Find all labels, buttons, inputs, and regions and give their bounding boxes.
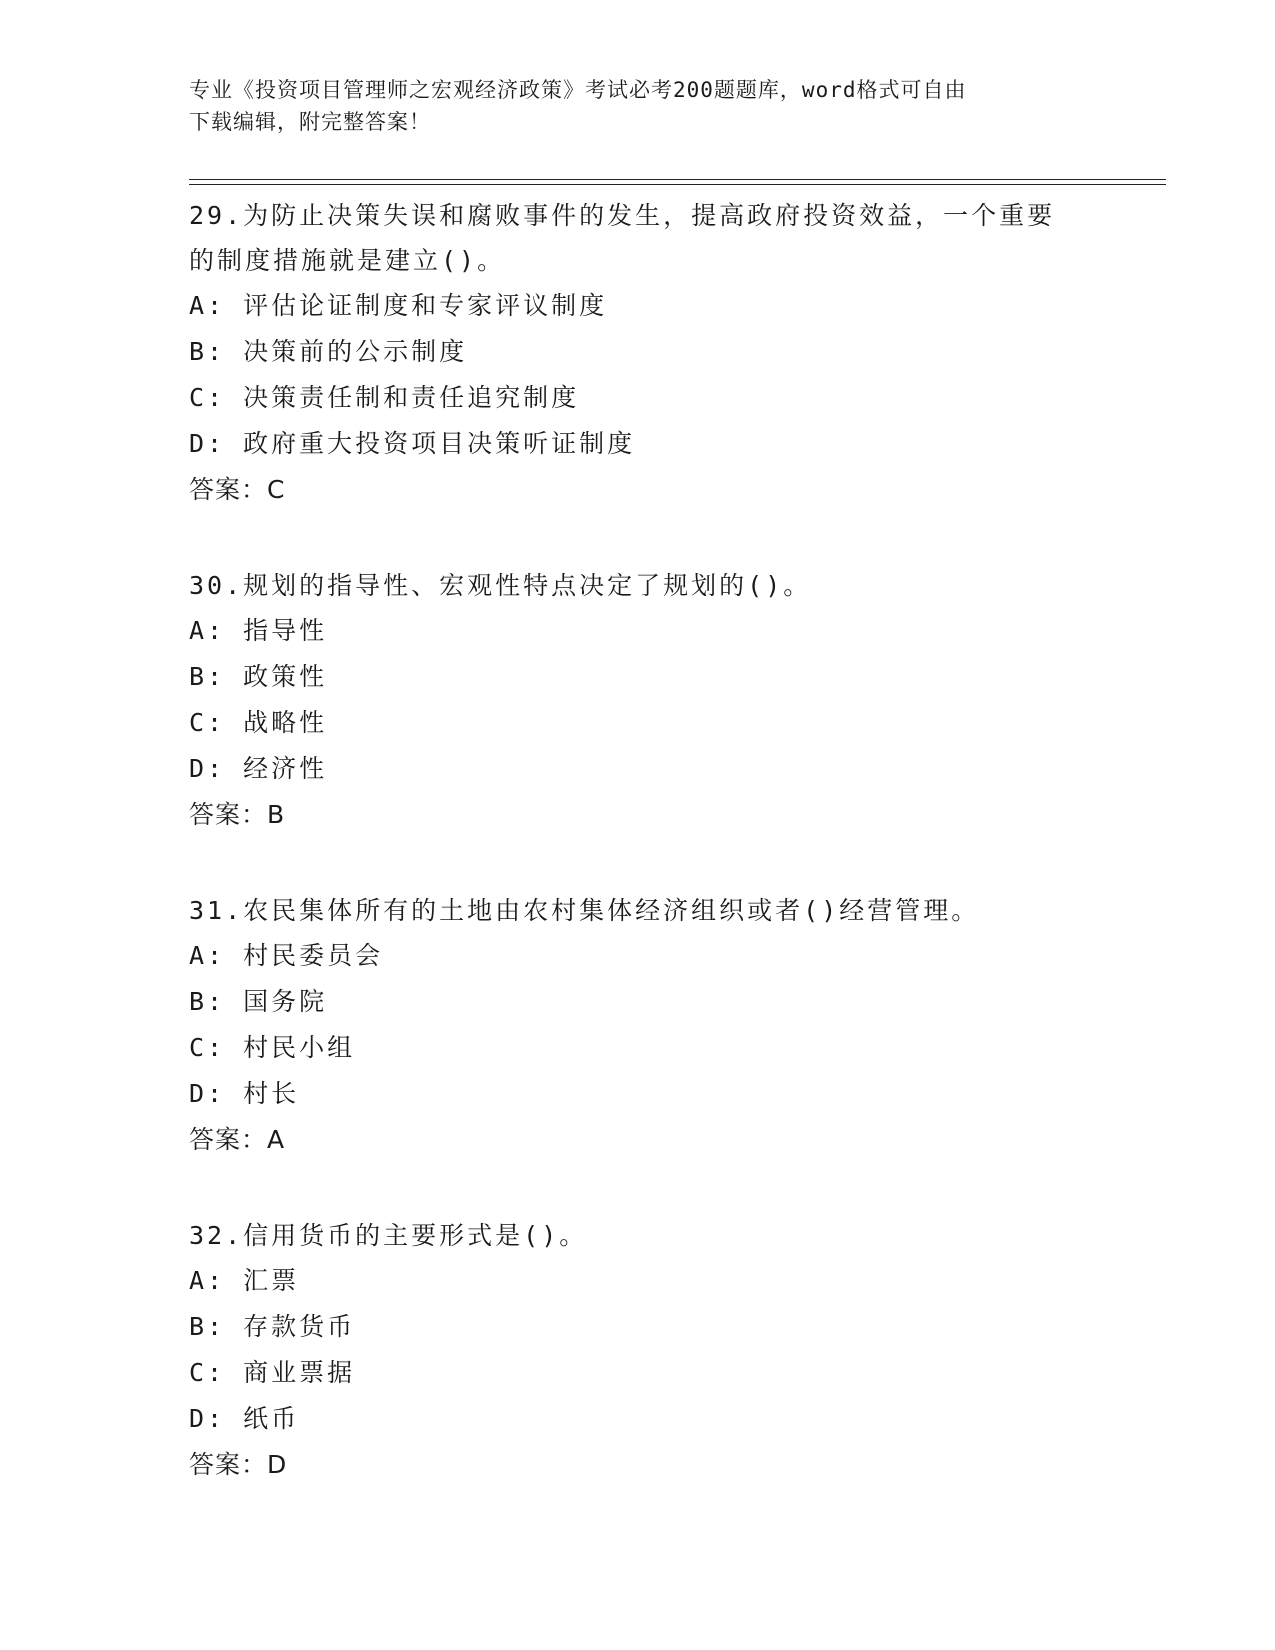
option-a: A: 指导性 <box>189 616 328 645</box>
option-b: B: 决策前的公示制度 <box>189 337 468 366</box>
option-d: D: 政府重大投资项目决策听证制度 <box>189 429 636 458</box>
question-text: 32.信用货币的主要形式是()。 <box>189 1221 588 1250</box>
option-c: C: 村民小组 <box>189 1033 356 1062</box>
question-31 <box>189 888 1089 1163</box>
header-line-2: 下载编辑，附完整答案！ <box>189 110 431 134</box>
question-text: 29.为防止决策失误和腐败事件的发生，提高政府投资效益，一个重要 <box>189 201 1056 230</box>
option-b: B: 存款货币 <box>189 1312 356 1341</box>
option-c: C: 决策责任制和责任追究制度 <box>189 383 580 412</box>
question-text-continued: 的制度措施就是建立()。 <box>189 246 506 275</box>
answer: 答案：C <box>189 475 286 504</box>
answer: 答案：A <box>189 1125 286 1154</box>
question-text: 31.农民集体所有的土地由农村集体经济组织或者()经营管理。 <box>189 896 980 925</box>
answer: 答案：D <box>189 1450 288 1479</box>
header-divider-bottom <box>189 184 1166 185</box>
option-a: A: 村民委员会 <box>189 941 384 970</box>
option-a: A: 汇票 <box>189 1266 300 1295</box>
answer: 答案：B <box>189 800 286 829</box>
header-divider-top <box>189 179 1166 180</box>
question-list <box>189 193 1089 1538</box>
question-30 <box>189 563 1089 838</box>
option-d: D: 村长 <box>189 1079 300 1108</box>
header-line-1: 专业《投资项目管理师之宏观经济政策》考试必考200题题库，word格式可自由 <box>189 78 967 102</box>
option-b: B: 政策性 <box>189 662 328 691</box>
document-header <box>189 74 1089 138</box>
question-text: 30.规划的指导性、宏观性特点决定了规划的()。 <box>189 571 812 600</box>
option-d: D: 经济性 <box>189 754 328 783</box>
option-b: B: 国务院 <box>189 987 328 1016</box>
option-c: C: 商业票据 <box>189 1358 356 1387</box>
option-c: C: 战略性 <box>189 708 328 737</box>
option-d: D: 纸币 <box>189 1404 300 1433</box>
question-29 <box>189 193 1089 513</box>
question-32 <box>189 1213 1089 1488</box>
option-a: A: 评估论证制度和专家评议制度 <box>189 291 608 320</box>
